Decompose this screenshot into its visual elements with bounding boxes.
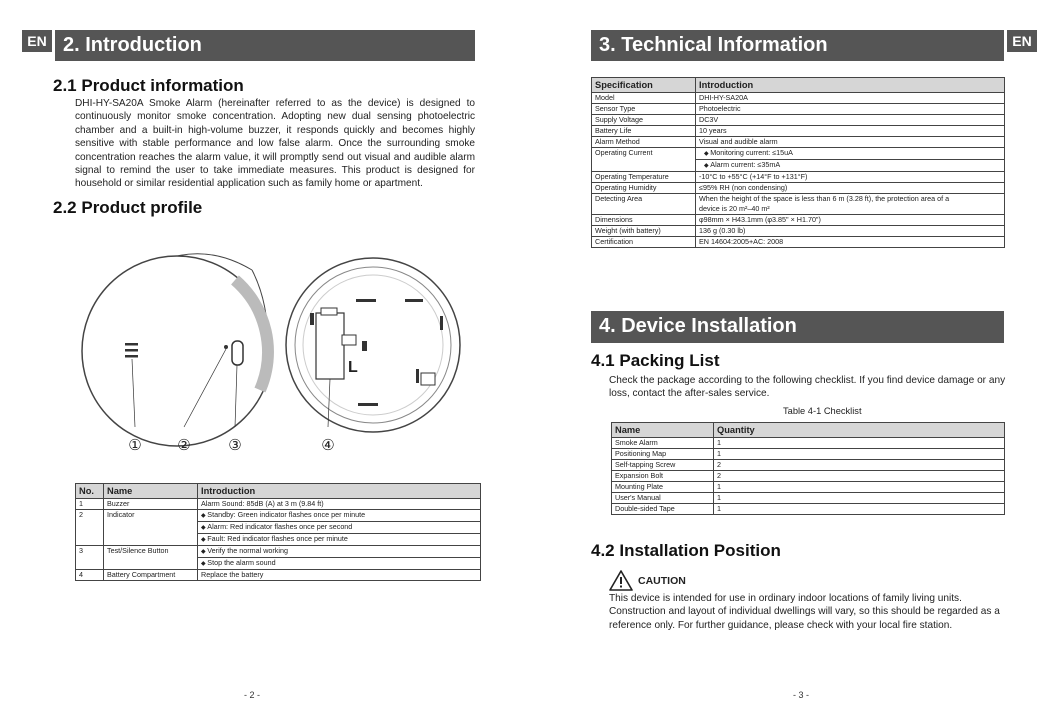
page-number: - 3 - — [793, 690, 810, 700]
table-cell-no: 3 — [76, 546, 104, 570]
table-row — [76, 499, 481, 510]
table-cell-spec: Detecting Area — [592, 194, 696, 215]
table-row — [76, 546, 481, 558]
table-cell-intro: Alarm Sound: 85dB (A) at 3 m (9.84 ft) — [198, 499, 481, 510]
table-cell-intro: device is 20 m²–40 m² — [696, 204, 1005, 215]
table-row — [76, 570, 481, 581]
table-cell-spec: Weight (with battery) — [592, 226, 696, 237]
checklist-caption: Table 4-1 Checklist — [783, 406, 862, 416]
language-badge: EN — [22, 30, 52, 52]
product-profile-table — [75, 483, 481, 581]
table-row — [612, 438, 1005, 449]
table-cell-spec: Certification — [592, 237, 696, 248]
table-cell-intro: EN 14604:2005+AC: 2008 — [696, 237, 1005, 248]
table-row — [612, 460, 1005, 471]
table-cell-spec: Operating Humidity — [592, 183, 696, 194]
table-cell-intro: DC3V — [696, 115, 1005, 126]
table-cell-no: 1 — [76, 499, 104, 510]
table-cell-name: Mounting Plate — [612, 482, 714, 493]
table-header: No. — [76, 484, 104, 499]
table-row — [612, 493, 1005, 504]
table-cell-spec: Operating Temperature — [592, 172, 696, 183]
table-cell-intro: Replace the battery — [198, 570, 481, 581]
table-cell-spec: Battery Life — [592, 126, 696, 137]
page-right — [529, 0, 1058, 718]
table-cell-name: Smoke Alarm — [612, 438, 714, 449]
table-row — [592, 215, 1005, 226]
table-cell-spec: Dimensions — [592, 215, 696, 226]
caution-text-label: CAUTION — [638, 574, 686, 587]
table-row — [592, 226, 1005, 237]
section-title-technical-information: 3. Technical Information — [591, 30, 1004, 61]
table-cell-intro: -10°C to +55°C (+14°F to +131°F) — [696, 172, 1005, 183]
table-row — [612, 504, 1005, 515]
callout-4: ④ — [321, 436, 335, 454]
table-row — [612, 482, 1005, 493]
table-cell-intro: Photoelectric — [696, 104, 1005, 115]
table-row — [592, 137, 1005, 148]
table-row — [592, 148, 1005, 160]
warning-icon — [609, 570, 633, 591]
heading-product-profile: 2.2 Product profile — [53, 198, 203, 217]
table-cell-name: Battery Compartment — [104, 570, 198, 581]
table-cell-quantity: 1 — [714, 493, 1005, 504]
table-cell-no: 4 — [76, 570, 104, 581]
section-title-device-installation: 4. Device Installation — [591, 311, 1004, 343]
table-row — [592, 104, 1005, 115]
table-header: Introduction — [198, 484, 481, 499]
table-row — [592, 172, 1005, 183]
table-cell-name: Self-tapping Screw — [612, 460, 714, 471]
table-cell-intro: Visual and audible alarm — [696, 137, 1005, 148]
table-row — [592, 93, 1005, 104]
table-cell-intro: ◆ Verify the normal working — [198, 546, 481, 558]
table-header: Specification — [592, 78, 696, 93]
table-cell-quantity: 2 — [714, 471, 1005, 482]
product-information-text: DHI-HY-SA20A Smoke Alarm (hereinafter referred to as the device) is designed to continuously monitor smoke concentration. Adopting new dual sensing photoelectric chamber and a built-in high-volume buzzer, it responds quickly and becomes highly sensitive with stable performance and low false alarm. Once the surrounding smoke concentration reaches the alarm value, it will promptly send out visual and audible alarm signal to remind the user to take immediate measures. This product is designed for household or similar residential application such as family home or apartment. — [75, 98, 475, 190]
product-profile-diagram — [80, 225, 480, 460]
table-cell-intro: φ98mm × H43.1mm (φ3.85" × H1.70") — [696, 215, 1005, 226]
table-cell-intro: ≤95% RH (non condensing) — [696, 183, 1005, 194]
table-cell-no: 2 — [76, 510, 104, 546]
table-row — [592, 183, 1005, 194]
table-cell-name: Expansion Bolt — [612, 471, 714, 482]
table-header: Introduction — [696, 78, 1005, 93]
specification-table — [591, 77, 1005, 248]
table-cell-intro: When the height of the space is less than 6 m (3.28 ft), the protection area of a — [696, 194, 1005, 205]
callout-2: ② — [177, 436, 191, 454]
caution-paragraph: This device is intended for use in ordinary indoor locations of family living units. Construction and layout of individual dwellings will vary, so this should be regarded as a reference only. For further guidance, please check with your local fire station. — [609, 593, 1000, 631]
table-cell-quantity: 1 — [714, 438, 1005, 449]
table-cell-intro: ◆ Fault: Red indicator flashes once per minute — [198, 534, 481, 546]
callout-3: ③ — [228, 436, 242, 454]
table-row — [592, 194, 1005, 205]
table-cell-intro: 10 years — [696, 126, 1005, 137]
table-row — [592, 115, 1005, 126]
table-cell-intro: ◆ Alarm: Red indicator flashes once per second — [198, 522, 481, 534]
callout-1: ① — [128, 436, 142, 454]
device-open-view — [286, 258, 460, 432]
table-cell-intro: ◆ Monitoring current: ≤15uA — [696, 148, 1005, 160]
table-header-row — [592, 78, 1005, 93]
table-cell-name: Buzzer — [104, 499, 198, 510]
table-header: Quantity — [714, 423, 1005, 438]
table-cell-spec: Alarm Method — [592, 137, 696, 148]
table-row — [612, 449, 1005, 460]
table-cell-name: User's Manual — [612, 493, 714, 504]
table-cell-intro: ◆ Alarm current: ≤35mA — [696, 160, 1005, 172]
table-cell-quantity: 2 — [714, 460, 1005, 471]
table-header-row — [76, 484, 481, 499]
table-cell-spec: Model — [592, 93, 696, 104]
table-cell-intro: 136 g (0.30 lb) — [696, 226, 1005, 237]
table-row — [76, 510, 481, 522]
battery-polarity-mark: L — [348, 359, 358, 376]
language-badge: EN — [1007, 30, 1037, 52]
table-row — [592, 126, 1005, 137]
table-cell-spec: Sensor Type — [592, 104, 696, 115]
checklist-table — [611, 422, 1005, 515]
table-cell-name: Indicator — [104, 510, 198, 546]
table-cell-spec: Operating Current — [592, 148, 696, 172]
page-number: - 2 - — [244, 690, 261, 700]
heading-installation-position: 4.2 Installation Position — [591, 541, 781, 560]
table-cell-intro: ◆ Standby: Green indicator flashes once per minute — [198, 510, 481, 522]
device-front-view — [82, 254, 272, 446]
table-cell-name: Double-sided Tape — [612, 504, 714, 515]
section-title-introduction: 2. Introduction — [55, 30, 475, 61]
table-cell-quantity: 1 — [714, 482, 1005, 493]
heading-product-information: 2.1 Product information — [53, 76, 244, 95]
table-cell-intro: ◆ Stop the alarm sound — [198, 558, 481, 570]
table-header: Name — [612, 423, 714, 438]
table-cell-intro: DHI-HY-SA20A — [696, 93, 1005, 104]
table-cell-quantity: 1 — [714, 504, 1005, 515]
packing-list-text: Check the package according to the following checklist. If you find device damage or any loss, contact the after-sales service. — [609, 375, 1006, 400]
table-cell-name: Positioning Map — [612, 449, 714, 460]
caution-label — [609, 570, 686, 591]
table-header: Name — [104, 484, 198, 499]
table-header-row — [612, 423, 1005, 438]
heading-packing-list: 4.1 Packing List — [591, 351, 720, 370]
table-cell-spec: Supply Voltage — [592, 115, 696, 126]
table-row — [592, 237, 1005, 248]
table-row — [612, 471, 1005, 482]
table-cell-quantity: 1 — [714, 449, 1005, 460]
table-cell-name: Test/Silence Button — [104, 546, 198, 570]
